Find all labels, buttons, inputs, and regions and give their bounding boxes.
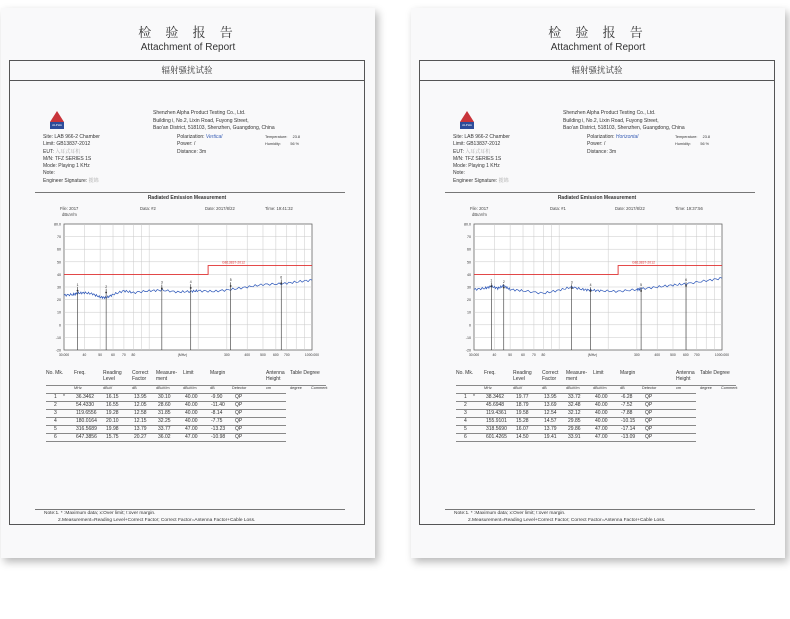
table-cell: 155.9101 xyxy=(486,418,507,424)
x-tick-label: 80 xyxy=(541,353,546,357)
x-tick-label: 600 xyxy=(273,353,279,357)
table-cell: * xyxy=(63,394,65,400)
y-tick-label: 30 xyxy=(57,285,61,290)
marker-point xyxy=(571,287,573,289)
table-cell: 19.28 xyxy=(106,410,119,416)
table-cell: 20.10 xyxy=(106,418,119,424)
y-tick-label: 60 xyxy=(57,247,61,252)
note-text: Note: xyxy=(453,170,465,177)
chart-y-unit: dBuV/m xyxy=(472,212,487,217)
chart-y-unit: dBuV/m xyxy=(62,212,77,217)
table-cell: -17.14 xyxy=(621,426,636,432)
table-cell: 119.6556 xyxy=(76,410,97,416)
table-unit-cell: dBuV/m xyxy=(156,386,170,390)
table-cell: 16.15 xyxy=(106,394,119,400)
table-cell: 18.79 xyxy=(516,402,529,408)
y-tick-label: 30 xyxy=(467,285,471,290)
table-cell: 40.00 xyxy=(595,402,608,408)
table-cell: -7.75 xyxy=(211,418,223,424)
table-cell: 14.50 xyxy=(516,434,529,440)
x-tick-label: 30.000 xyxy=(58,353,70,357)
table-unit-cell: dB xyxy=(542,386,547,390)
y-tick-label: 40 xyxy=(467,272,471,277)
table-cell: 40.00 xyxy=(185,394,198,400)
limit-label: GB13837-2012 xyxy=(631,260,655,265)
table-cell: 3 xyxy=(54,410,57,416)
report-frame xyxy=(9,60,365,525)
table-unit-cell: cm xyxy=(266,386,272,390)
table-header-cell: Correct Factor xyxy=(132,370,149,382)
table-cell: 32.25 xyxy=(158,418,171,424)
lab-address xyxy=(563,110,685,133)
humidity-text: Humidity: 56 % xyxy=(675,142,709,147)
table-cell: 32.48 xyxy=(568,402,581,408)
table-cell: 4 xyxy=(464,418,467,424)
table-header-cell: Freq. xyxy=(484,370,496,376)
chart-file: File: 2017 xyxy=(60,206,79,211)
x-tick-label: 60 xyxy=(111,353,115,357)
test-title: 辐射骚扰试验 xyxy=(10,61,364,81)
eut-text: EUT: 入耳式耳机 xyxy=(453,148,491,155)
x-tick-label: 1000.000 xyxy=(714,353,730,357)
table-unit-cell: Detector xyxy=(642,386,657,390)
mode-text: Mode: Playing 1 KHz xyxy=(43,163,90,170)
table-cell: 2 xyxy=(54,402,57,408)
report-title: 检 验 报 告 xyxy=(138,26,238,41)
table-unit-cell: dBuV xyxy=(103,386,113,390)
table-header-cell: Correct Factor xyxy=(542,370,559,382)
x-tick-label: 30.000 xyxy=(468,353,480,357)
lab-name: Shenzhen Alpha Product Testing Co., Ltd. xyxy=(563,110,656,116)
y-tick-label: 50 xyxy=(467,260,471,265)
table-cell: -11.40 xyxy=(211,402,225,408)
table-cell: 28.60 xyxy=(158,402,171,408)
note-line-2: 2.Measurement=Reading Level+Correct Factor; Correct Factor=Antenna Factor+Cable Loss. xyxy=(58,517,256,523)
chart-data-id: Data: #2 xyxy=(140,206,156,211)
emission-chart xyxy=(448,214,748,366)
table-cell: 12.05 xyxy=(134,402,147,408)
y-tick-label: 0 xyxy=(469,323,471,328)
y-tick-label: 80.0 xyxy=(464,222,471,227)
chart-data-id: Data: #1 xyxy=(550,206,566,211)
y-tick-label: -10 xyxy=(55,335,61,340)
info-left xyxy=(453,134,510,185)
marker-number: 4 xyxy=(589,283,592,288)
y-tick-label: 70 xyxy=(57,235,61,240)
info-env xyxy=(675,134,710,149)
chart-date: Date: 2017/8/22 xyxy=(615,206,645,211)
report-frame xyxy=(419,60,775,525)
x-tick-label: 400 xyxy=(654,353,661,357)
y-tick-label: 0 xyxy=(59,323,61,328)
lab-address xyxy=(153,110,275,133)
marker-point xyxy=(503,287,505,289)
table-cell: 1 xyxy=(54,394,57,400)
marker-number: 5 xyxy=(229,278,232,283)
y-tick-label: 20 xyxy=(57,298,61,303)
notes-divider xyxy=(445,509,755,510)
x-tick-label: 60 xyxy=(521,353,525,357)
table-header-cell: Reading Level xyxy=(513,370,532,382)
table-unit-cell: dB xyxy=(132,386,137,390)
table-unit-cell: dB xyxy=(210,386,215,390)
chart-title: Radiated Emission Measurement xyxy=(557,195,637,201)
table-cell: 13.79 xyxy=(544,426,557,432)
y-tick-label: 80.0 xyxy=(54,222,61,227)
x-tick-label: 300 xyxy=(224,353,230,357)
info-env xyxy=(265,134,300,149)
table-unit-cell: dBuV/m xyxy=(566,386,580,390)
x-tick-label: (MHz) xyxy=(177,353,188,357)
marker-number: 6 xyxy=(685,278,687,283)
x-tick-label: 700 xyxy=(283,353,290,357)
marker-point xyxy=(230,285,232,287)
table-header-cell: Table Degree xyxy=(290,370,320,376)
table-unit-cell: Comment xyxy=(721,386,738,390)
table-cell: -13.23 xyxy=(211,426,226,432)
table-cell: 36.3462 xyxy=(76,394,95,400)
table-cell: 12.58 xyxy=(134,410,147,416)
table-cell: 12.54 xyxy=(544,410,557,416)
table-unit-cell: dBuV/m xyxy=(593,386,607,390)
polarization-text: Polarization: Horizontal xyxy=(587,134,639,140)
marker-number: 1 xyxy=(490,278,493,283)
marker-number: 2 xyxy=(105,284,108,289)
table-cell: * xyxy=(473,394,475,400)
table-header-cell: Table Degree xyxy=(700,370,730,376)
table-unit-cell: MHz xyxy=(484,386,492,390)
x-tick-label: 1000.000 xyxy=(304,353,320,357)
info-right xyxy=(587,134,638,156)
table-cell: 47.00 xyxy=(185,434,198,440)
marker-number: 1 xyxy=(76,282,79,287)
divider xyxy=(445,192,755,193)
chart-file: File: 2017 xyxy=(470,206,489,211)
table-cell: -10.98 xyxy=(211,434,226,440)
humidity-text: Humidity: 56 % xyxy=(265,142,299,147)
report-subtitle: Attachment of Report xyxy=(140,42,236,53)
table-cell: 2 xyxy=(464,402,467,408)
table-unit-cell: dBuV xyxy=(513,386,523,390)
y-tick-label: 40 xyxy=(57,272,61,277)
table-cell: 6 xyxy=(54,434,57,440)
table-unit-cell: degree xyxy=(700,386,712,390)
marker-point xyxy=(590,290,592,292)
y-tick-label: 50 xyxy=(57,260,61,265)
table-cell: QP xyxy=(645,410,653,416)
results-table xyxy=(46,370,326,460)
table-cell: 601.4265 xyxy=(486,434,507,440)
table-cell: -13.09 xyxy=(621,434,636,440)
temperature-text: Temperature: 23.8 xyxy=(265,135,301,139)
eut-text: EUT: 入耳式耳机 xyxy=(43,148,81,155)
table-cell: 13.69 xyxy=(544,402,557,408)
table-cell: QP xyxy=(645,394,653,400)
table-header-cell: Margin xyxy=(210,370,226,376)
table-cell: 33.77 xyxy=(158,426,171,432)
engineer-text: Engineer Signature: 揽锦 xyxy=(43,177,99,184)
polarization-text: Polarization: Vertical xyxy=(177,134,223,140)
y-tick-label: -20 xyxy=(55,348,61,353)
table-cell: 16.07 xyxy=(516,426,529,432)
table-cell: 33.91 xyxy=(568,434,581,440)
table-cell: QP xyxy=(235,418,243,424)
table-rule xyxy=(46,441,286,442)
table-cell: QP xyxy=(235,402,243,408)
marker-point xyxy=(77,290,79,292)
report-subtitle: Attachment of Report xyxy=(550,42,646,53)
lab-logo-icon xyxy=(460,111,474,130)
x-tick-label: 400 xyxy=(244,353,251,357)
marker-number: 6 xyxy=(280,275,283,280)
table-cell: QP xyxy=(235,426,243,432)
table-unit-cell: degree xyxy=(290,386,302,390)
table-cell: 6 xyxy=(464,434,467,440)
note-line-2: 2.Measurement=Reading Level+Correct Factor; Correct Factor=Antenna Factor+Cable Loss. xyxy=(468,517,666,523)
distance-text: Distance: 3m xyxy=(587,148,617,155)
table-cell: 5 xyxy=(464,426,467,432)
note-line-1: Note:1. * :Maximum data; x:Over limit; !:over margin. xyxy=(44,511,156,516)
table-cell: -9.90 xyxy=(211,394,223,400)
distance-text: Distance: 3m xyxy=(177,148,207,155)
notes-divider xyxy=(35,509,345,510)
table-cell: QP xyxy=(645,402,653,408)
x-tick-label: 70 xyxy=(122,353,126,357)
table-cell: 1 xyxy=(464,394,467,400)
table-cell: 40.00 xyxy=(185,402,198,408)
table-cell: 12.15 xyxy=(134,418,147,424)
table-cell: 318.5690 xyxy=(486,426,507,432)
marker-number: 3 xyxy=(570,280,573,285)
results-table xyxy=(456,370,736,460)
x-tick-label: (MHz) xyxy=(587,353,598,357)
table-cell: 13.95 xyxy=(544,394,557,400)
table-cell: 30.10 xyxy=(158,394,171,400)
lab-address-line-2: Bao'an District, 518103, Shenzhen, Guangdong, China xyxy=(563,125,685,131)
table-cell: 40.00 xyxy=(595,410,608,416)
table-cell: 40.00 xyxy=(595,394,608,400)
table-cell: 15.75 xyxy=(106,434,119,440)
marker-point xyxy=(640,290,642,292)
table-cell: 40.00 xyxy=(185,418,198,424)
x-tick-label: 40 xyxy=(492,353,497,357)
lab-address-line-1: Building i, No.2, Lixin Road, Fuyong Street, xyxy=(563,117,659,124)
power-text: Power: / xyxy=(587,141,606,148)
table-cell: 29.85 xyxy=(568,418,581,424)
table-cell: -6.28 xyxy=(621,394,633,400)
limit-text: Limit: GB13837-2012 xyxy=(43,141,91,148)
power-text: Power: / xyxy=(177,141,196,148)
table-header-cell: Limit xyxy=(593,370,604,376)
marker-point xyxy=(105,292,107,294)
chart-title: Radiated Emission Measurement xyxy=(147,195,227,201)
table-cell: 4 xyxy=(54,418,57,424)
table-cell: 36.02 xyxy=(158,434,171,440)
table-cell: 16.55 xyxy=(106,402,119,408)
table-cell: -7.52 xyxy=(621,402,633,408)
report-title: 检 验 报 告 xyxy=(548,26,648,41)
divider xyxy=(35,192,345,193)
y-tick-label: 10 xyxy=(57,310,61,315)
table-cell: -10.15 xyxy=(621,418,636,424)
info-left xyxy=(43,134,100,185)
marker-number: 5 xyxy=(640,283,643,288)
chart-time: Time: 19:41:32 xyxy=(265,206,293,211)
table-cell: 14.57 xyxy=(544,418,557,424)
note-line-1: Note:1. * :Maximum data; x:Over limit; !:over margin. xyxy=(454,511,566,516)
table-rule xyxy=(456,441,696,442)
note-text: Note: xyxy=(43,170,55,177)
x-tick-label: 500 xyxy=(260,353,266,357)
table-cell: 40.00 xyxy=(595,418,608,424)
table-cell: 13.79 xyxy=(134,426,147,432)
table-cell: 13.95 xyxy=(134,394,147,400)
x-tick-label: 50 xyxy=(98,353,103,357)
marker-point xyxy=(490,285,492,287)
lab-logo-text: ALPHA xyxy=(50,122,64,129)
table-cell: QP xyxy=(235,394,243,400)
table-header-cell: Measure-ment xyxy=(156,370,178,382)
x-tick-label: 50 xyxy=(508,353,513,357)
test-title: 辐射骚扰试验 xyxy=(420,61,774,81)
table-cell: QP xyxy=(235,410,243,416)
y-tick-label: 70 xyxy=(467,235,471,240)
table-cell: -7.88 xyxy=(621,410,633,416)
table-cell: 47.00 xyxy=(595,426,608,432)
table-cell: 5 xyxy=(54,426,57,432)
notes xyxy=(454,511,665,524)
info-right xyxy=(177,134,222,156)
table-header-cell: Antenna Height xyxy=(676,370,695,382)
marker-number: 4 xyxy=(189,280,192,285)
model-text: M/N: TFZ SERIES 1S xyxy=(453,155,502,162)
table-unit-cell: MHz xyxy=(74,386,82,390)
x-tick-label: 300 xyxy=(634,353,640,357)
model-text: M/N: TFZ SERIES 1S xyxy=(43,155,92,162)
table-unit-cell: cm xyxy=(676,386,682,390)
table-cell: 47.00 xyxy=(595,434,608,440)
lab-address-line-1: Building i, No.2, Lixin Road, Fuyong Street, xyxy=(153,117,249,124)
table-cell: QP xyxy=(645,434,653,440)
temperature-text: Temperature: 23.8 xyxy=(675,135,711,139)
notes xyxy=(44,511,255,524)
table-cell: 19.98 xyxy=(106,426,119,432)
table-cell: 19.41 xyxy=(544,434,557,440)
table-cell: 3 xyxy=(464,410,467,416)
y-tick-label: -20 xyxy=(465,348,471,353)
table-header-cell: No. Mk. xyxy=(46,370,64,376)
table-cell: 31.85 xyxy=(158,410,171,416)
table-header-cell: Freq. xyxy=(74,370,86,376)
table-cell: 38.3462 xyxy=(486,394,505,400)
emission-chart xyxy=(38,214,338,366)
table-cell: 15.28 xyxy=(516,418,529,424)
chart-date: Date: 2017/8/22 xyxy=(205,206,235,211)
table-unit-cell: dB xyxy=(620,386,625,390)
limit-text: Limit: GB13837-2012 xyxy=(453,141,501,148)
table-header-cell: Measure-ment xyxy=(566,370,588,382)
x-tick-label: 70 xyxy=(532,353,536,357)
table-cell: 647.3856 xyxy=(76,434,97,440)
table-cell: 20.27 xyxy=(134,434,147,440)
table-cell: 40.00 xyxy=(185,410,198,416)
report-sheet-2 xyxy=(411,8,785,558)
y-tick-label: -10 xyxy=(465,335,471,340)
x-tick-label: 700 xyxy=(693,353,700,357)
table-cell: 33.72 xyxy=(568,394,581,400)
marker-point xyxy=(161,288,163,290)
x-tick-label: 500 xyxy=(670,353,676,357)
table-cell: 32.12 xyxy=(568,410,581,416)
table-cell: 47.00 xyxy=(185,426,198,432)
x-tick-label: 600 xyxy=(683,353,689,357)
y-tick-label: 20 xyxy=(467,298,471,303)
marker-point xyxy=(685,285,687,287)
table-header-cell: Antenna Height xyxy=(266,370,285,382)
table-cell: 45.6948 xyxy=(486,402,505,408)
site-text: Site: LAB 966-2 Chamber xyxy=(43,134,100,140)
marker-point xyxy=(280,282,282,284)
table-cell: -8.14 xyxy=(211,410,223,416)
table-header-cell: Margin xyxy=(620,370,636,376)
y-tick-label: 10 xyxy=(467,310,471,315)
lab-logo-text: ALPHA xyxy=(460,122,474,129)
mode-text: Mode: Playing 1 KHz xyxy=(453,163,500,170)
marker-number: 3 xyxy=(160,280,163,285)
lab-logo-icon xyxy=(50,111,64,130)
table-unit-cell: Comment xyxy=(311,386,328,390)
table-cell: 180.0164 xyxy=(76,418,97,424)
marker-number: 2 xyxy=(502,279,505,284)
chart-time: Time: 19:37:56 xyxy=(675,206,703,211)
table-unit-cell: Detector xyxy=(232,386,247,390)
table-cell: 29.86 xyxy=(568,426,581,432)
table-cell: QP xyxy=(645,418,653,424)
table-cell: 54.4330 xyxy=(76,402,95,408)
table-cell: QP xyxy=(645,426,653,432)
table-cell: 119.4361 xyxy=(486,410,507,416)
lab-address-line-2: Bao'an District, 518103, Shenzhen, Guangdong, China xyxy=(153,125,275,131)
table-unit-cell: dBuV/m xyxy=(183,386,197,390)
table-cell: QP xyxy=(235,434,243,440)
table-cell: 316.5689 xyxy=(76,426,97,432)
x-tick-label: 40 xyxy=(82,353,87,357)
table-header-cell: Limit xyxy=(183,370,194,376)
limit-label: GB13837-2012 xyxy=(221,260,245,265)
table-cell: 19.77 xyxy=(516,394,529,400)
engineer-text: Engineer Signature: 揽锦 xyxy=(453,177,509,184)
x-tick-label: 80 xyxy=(131,353,136,357)
site-text: Site: LAB 966-2 Chamber xyxy=(453,134,510,140)
y-tick-label: 60 xyxy=(467,247,471,252)
marker-point xyxy=(190,287,192,289)
lab-name: Shenzhen Alpha Product Testing Co., Ltd. xyxy=(153,110,246,116)
table-header-cell: Reading Level xyxy=(103,370,122,382)
report-sheet-1 xyxy=(1,8,375,558)
table-cell: 19.58 xyxy=(516,410,529,416)
table-header-cell: No. Mk. xyxy=(456,370,474,376)
